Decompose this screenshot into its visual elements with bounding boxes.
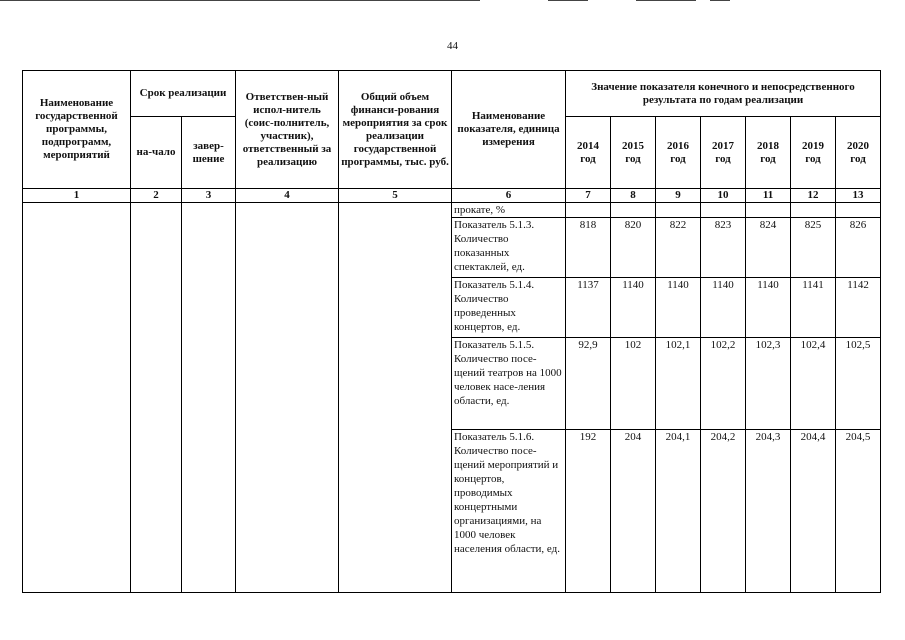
column-number: 12 (791, 189, 836, 203)
value-cell (701, 203, 746, 218)
header-term-end: завер-шение (182, 117, 236, 189)
value-cell: 102,5 (836, 338, 881, 430)
column-number: 5 (339, 189, 452, 203)
indicator-name: Показатель 5.1.4. Количество проведенных концертов, ед. (452, 278, 566, 338)
term-end-cell (182, 203, 236, 593)
header-year: 2020 год (836, 117, 881, 189)
header-year: 2016 год (656, 117, 701, 189)
value-cell: 823 (701, 218, 746, 278)
value-cell: 1141 (791, 278, 836, 338)
column-number: 2 (131, 189, 182, 203)
value-cell: 826 (836, 218, 881, 278)
value-cell: 1137 (566, 278, 611, 338)
header-year: 2017 год (701, 117, 746, 189)
value-cell: 1142 (836, 278, 881, 338)
column-number: 1 (23, 189, 131, 203)
value-cell: 204 (611, 430, 656, 593)
value-cell (656, 203, 701, 218)
value-cell (791, 203, 836, 218)
header-funding: Общий объем финанси-рования мероприятия за срок реализации государственной программы, тыс. руб. (339, 71, 452, 189)
value-cell: 824 (746, 218, 791, 278)
value-cell (611, 203, 656, 218)
column-number: 6 (452, 189, 566, 203)
header-year: 2015 год (611, 117, 656, 189)
header-program-name: Наименование государственной программы, подпрограмм, мероприятий (23, 71, 131, 189)
indicators-table (22, 70, 881, 593)
header-year: 2018 год (746, 117, 791, 189)
indicator-name: прокате, % (452, 203, 566, 218)
value-cell: 822 (656, 218, 701, 278)
scan-top-line (636, 0, 696, 1)
value-cell: 204,4 (791, 430, 836, 593)
value-cell: 102,4 (791, 338, 836, 430)
value-cell (836, 203, 881, 218)
column-number: 9 (656, 189, 701, 203)
scan-top-line (548, 0, 588, 1)
header-indicator: Наименование показателя, единица измерения (452, 71, 566, 189)
value-cell: 1140 (656, 278, 701, 338)
header-values: Значение показателя конечного и непосредственного результата по годам реализации (566, 71, 881, 117)
value-cell (566, 203, 611, 218)
value-cell: 192 (566, 430, 611, 593)
value-cell: 1140 (611, 278, 656, 338)
header-responsible: Ответствен-ный испол-нитель (соис-полнитель, участник), ответственный за реализацию (236, 71, 339, 189)
column-number: 11 (746, 189, 791, 203)
table-row (23, 203, 881, 218)
column-number: 8 (611, 189, 656, 203)
value-cell: 1140 (701, 278, 746, 338)
value-cell: 204,3 (746, 430, 791, 593)
indicator-name: Показатель 5.1.3. Количество показанных спектаклей, ед. (452, 218, 566, 278)
value-cell: 92,9 (566, 338, 611, 430)
header-term: Срок реализации (131, 71, 236, 117)
header-year: 2019 год (791, 117, 836, 189)
header-term-start: на-чало (131, 117, 182, 189)
column-number: 3 (182, 189, 236, 203)
value-cell: 204,1 (656, 430, 701, 593)
value-cell: 825 (791, 218, 836, 278)
value-cell: 204,5 (836, 430, 881, 593)
funding-cell (339, 203, 452, 593)
value-cell: 102,2 (701, 338, 746, 430)
value-cell: 102,1 (656, 338, 701, 430)
scan-top-line (710, 0, 730, 1)
indicator-name: Показатель 5.1.5. Количество посе-щений театров на 1000 человек насе-ления области, ед. (452, 338, 566, 430)
value-cell: 102 (611, 338, 656, 430)
term-start-cell (131, 203, 182, 593)
program-name-cell (23, 203, 131, 593)
value-cell: 102,3 (746, 338, 791, 430)
column-number: 4 (236, 189, 339, 203)
column-number: 10 (701, 189, 746, 203)
value-cell (746, 203, 791, 218)
page-number: 44 (447, 40, 458, 52)
value-cell: 820 (611, 218, 656, 278)
value-cell: 818 (566, 218, 611, 278)
scan-top-line (0, 0, 480, 1)
header-year: 2014 год (566, 117, 611, 189)
responsible-cell (236, 203, 339, 593)
column-number: 7 (566, 189, 611, 203)
value-cell: 204,2 (701, 430, 746, 593)
column-number: 13 (836, 189, 881, 203)
indicator-name: Показатель 5.1.6. Количество посе-щений мероприятий и концертов, проводимых концертными организациями, на 1000 человек населения области, ед. (452, 430, 566, 593)
value-cell: 1140 (746, 278, 791, 338)
